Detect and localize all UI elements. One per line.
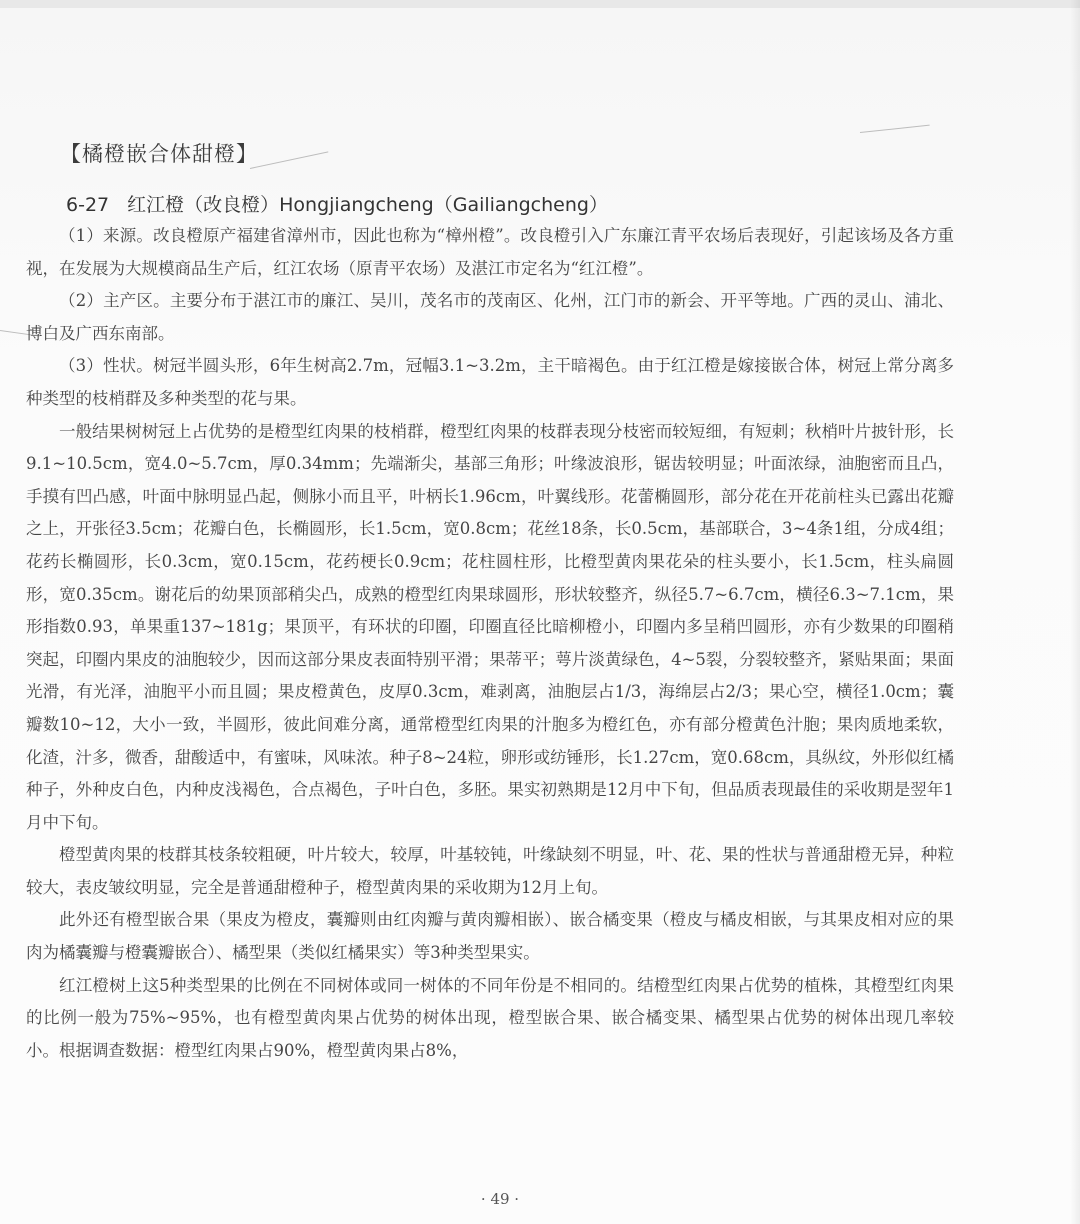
scan-artifact-line xyxy=(250,151,328,169)
section-title: 【橘橙嵌合体甜橙】 xyxy=(60,142,258,166)
paragraph-other-fruit-types: 此外还有橙型嵌合果（果皮为橙皮，囊瓣则由红肉瓣与黄肉瓣相嵌）、嵌合橘变果（橙皮与橘皮相嵌，与其果皮相对应的果肉为橘囊瓣与橙囊瓣嵌合）、橘型果（类似红橘果实）等3种类型果实。 xyxy=(26,910,954,963)
paragraph-red-flesh-orange: 一般结果树树冠上占优势的是橙型红肉果的枝梢群，橙型红肉果的枝群表现分枝密而较短细，有短刺；秋梢叶片披针形，长9.1~10.5cm，宽4.0~5.7cm，厚0.34mm；先端渐尖，基部三角形；叶缘波浪形，锯齿较明显；叶面浓绿，油胞密而且凸，手摸有凹凸感，叶面中脉明显凸起，侧脉小而且平，叶柄长1.96cm，叶翼线形。花蕾椭圆形，部分花在开花前柱头已露出花瓣之上，开张径3.5cm；花瓣白色，长椭圆形，长1.5cm，宽0.8cm；花丝18条，长0.5cm，基部联合，3~4条1组，分成4组；花药长椭圆形，长0.3cm，宽0.15cm，花药梗长0.9cm；花柱圆柱形，比橙型黄肉果花朵的柱头要小，长1.5cm，柱头扁圆形，宽0.35cm。谢花后的幼果顶部稍尖凸，成熟的橙型红肉果球圆形，形状较整齐，纵径5.7~6.7cm，横径6.3~7.1cm，果形指数0.93，单果重137~181g；果顶平，有环状的印圈，印圈直径比暗柳橙小，印圈内多呈稍凹圆形，亦有少数果的印圈稍突起，印圈内果皮的油胞较少，因而这部分果皮表面特别平滑；果蒂平；萼片淡黄绿色，4~5裂，分裂较整齐，紧贴果面；果面光滑，有光泽，油胞平小而且圆；果皮橙黄色，皮厚0.3cm，难剥离，油胞层占1/3，海绵层占2/3；果心空，横径1.0cm；囊瓣数10~12，大小一致，半圆形，彼此间难分离，通常橙型红肉果的汁胞多为橙红色，亦有部分橙黄色汁胞；果肉质地柔软，化渣，汁多，微香，甜酸适中，有蜜味，风味浓。种子8~24粒，卵形或纺锤形，长1.27cm，宽0.68cm，具纵纹，外形似红橘种子，外种皮白色，内种皮浅褐色，合点褐色，子叶白色，多胚。果实初熟期是12月中下旬，但品质表现最佳的采收期是翌年1月中下旬。 xyxy=(26,421,954,832)
paragraph-traits: （3）性状。树冠半圆头形，6年生树高2.7m，冠幅3.1~3.2m，主干暗褐色。由于红江橙是嫁接嵌合体，树冠上常分离多种类型的枝梢群及多种类型的花与果。 xyxy=(26,356,954,408)
scan-shadow-right xyxy=(1070,0,1080,1224)
paragraph-source: （1）来源。改良橙原产福建省漳州市，因此也称为“樟州橙”。改良橙引入广东廉江青平农场后表现好，引起该场及各方重视，在发展为大规模商品生产后，红江农场（原青平农场）及湛江市定名为“红江橙”。 xyxy=(26,226,954,278)
body-text xyxy=(26,220,954,1067)
entry-number: 6-27 xyxy=(66,194,110,216)
scan-shadow-top xyxy=(0,0,1080,8)
paragraph-yellow-flesh-orange: 橙型黄肉果的枝群其枝条较粗硬，叶片较大，较厚，叶基较钝，叶缘缺刻不明显，叶、花、果的性状与普通甜橙无异，种粒较大，表皮皱纹明显，完全是普通甜橙种子，橙型黄肉果的采收期为12月上旬。 xyxy=(26,845,954,897)
scan-artifact-line xyxy=(860,125,930,133)
paragraph-fruit-ratio: 红江橙树上这5种类型果的比例在不同树体或同一树体的不同年份是不相同的。结橙型红肉果占优势的植株，其橙型红肉果的比例一般为75%~95%，也有橙型黄肉果占优势的树体出现，橙型嵌合果、嵌合橘变果、橘型果占优势的树体出现几率较小。根据调查数据：橙型红肉果占90%，橙型黄肉果占8%， xyxy=(26,975,954,1060)
entry-heading xyxy=(66,190,608,217)
paragraph-production-area: （2）主产区。主要分布于湛江市的廉江、吴川，茂名市的茂南区、化州，江门市的新会、开平等地。广西的灵山、浦北、博白及广西东南部。 xyxy=(26,291,954,343)
page-number: · 49 · xyxy=(480,1190,520,1208)
entry-title: 红江橙（改良橙）Hongjiangcheng（Gailiangcheng） xyxy=(127,194,608,216)
